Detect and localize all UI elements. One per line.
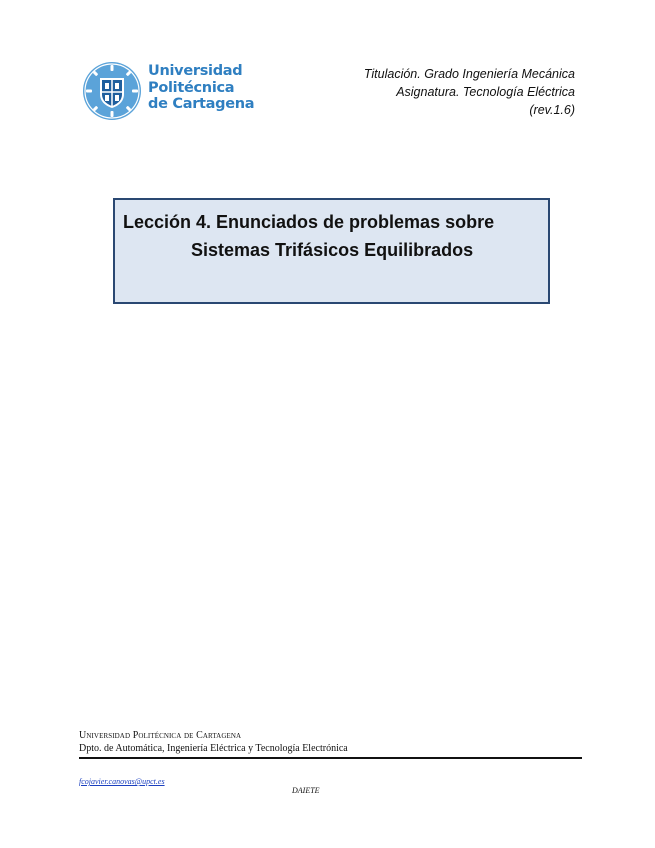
subject-line: Asignatura. Tecnología Eléctrica (396, 85, 575, 99)
lesson-title-box (113, 198, 550, 304)
footer-divider (79, 757, 582, 759)
logo-line-3: de Cartagena (148, 96, 255, 112)
course-header (364, 65, 575, 119)
footer-organization: Universidad Politécnica de Cartagena (79, 730, 242, 741)
lesson-title-line-2: Sistemas Trifásicos Equilibrados (191, 240, 474, 260)
lesson-title-line-1: Lección 4. Enunciados de problemas sobre (123, 212, 495, 232)
university-logo (82, 60, 255, 124)
university-logo-text (148, 63, 254, 113)
university-seal-icon (82, 61, 142, 121)
revision-line: (rev.1.6) (529, 103, 575, 117)
footer-department: Dpto. de Automática, Ingeniería Eléctrica y Tecnología Electrónica (79, 743, 348, 754)
footer-email-link[interactable]: fcojavier.canovas@upct.es (79, 777, 165, 786)
logo-line-2: Politécnica (148, 79, 235, 96)
footer-center-label: DAIETE (292, 786, 320, 795)
logo-line-1: Universidad (148, 63, 243, 79)
degree-line: Titulación. Grado Ingeniería Mecánica (363, 67, 575, 81)
